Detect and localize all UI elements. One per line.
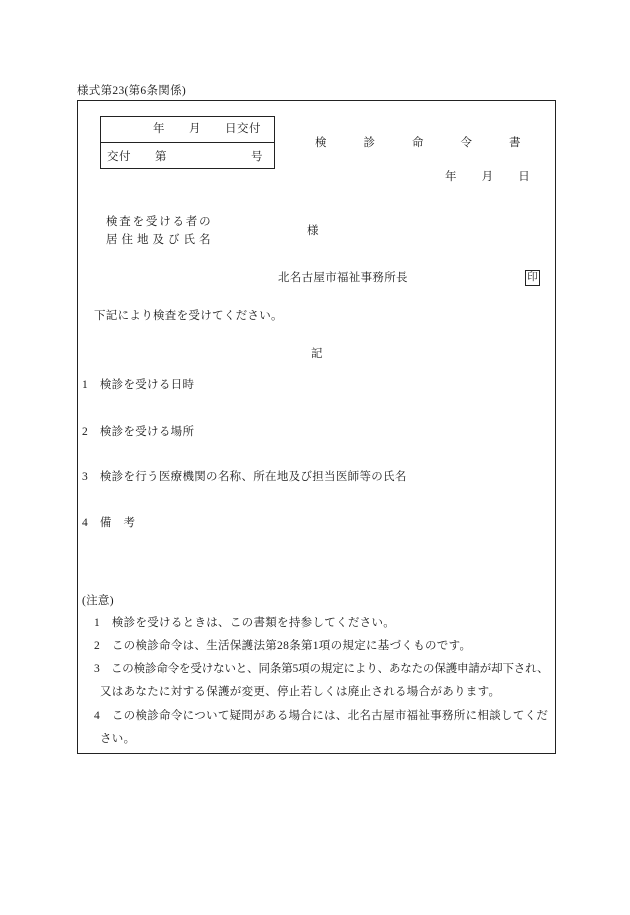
form-number: 様式第23(第6条関係) bbox=[77, 85, 187, 97]
item-datetime: 1 検診を受ける日時 bbox=[82, 379, 195, 391]
recipient-label-line2: 居住地及び氏名 bbox=[106, 234, 215, 246]
recipient-honorific: 様 bbox=[307, 225, 319, 237]
issue-number-line: 交付 第 号 bbox=[107, 151, 263, 163]
ki-heading: 記 bbox=[311, 348, 323, 360]
note-1: 1 検診を受けるときは、この書類を持参してください。 bbox=[94, 617, 396, 629]
recipient-label-line1: 検査を受ける者の bbox=[106, 216, 213, 228]
notes-heading: (注意) bbox=[82, 595, 114, 607]
issuer-name: 北名古屋市福祉事務所長 bbox=[278, 272, 408, 284]
issue-box-divider bbox=[100, 142, 275, 143]
seal-mark: 印 bbox=[525, 270, 540, 286]
document-date: 年 月 日 bbox=[445, 171, 531, 183]
intro-text: 下記により検査を受けてください。 bbox=[94, 310, 283, 322]
item-location: 2 検診を受ける場所 bbox=[82, 426, 195, 438]
note-3-continuation: 又はあなたに対する保護が変更、停止若しくは廃止される場合があります。 bbox=[100, 686, 501, 698]
note-4: 4 この検診命令について疑問がある場合には、北名古屋市福祉事務所に相談してくだ bbox=[94, 710, 549, 722]
item-remarks: 4 備 考 bbox=[82, 517, 136, 529]
note-2: 2 この検診命令は、生活保護法第28条第1項の規定に基づくものです。 bbox=[94, 640, 472, 652]
note-3: 3 この検診命令を受けないと、同条第5項の規定により、あなたの保護申請が却下され、 bbox=[94, 663, 549, 675]
note-4-continuation: さい。 bbox=[100, 733, 136, 745]
document-title: 検診命令書 bbox=[315, 137, 558, 149]
item-medical-institution: 3 検診を行う医療機関の名称、所在地及び担当医師等の氏名 bbox=[82, 471, 407, 483]
issue-date-line: 年 月 日交付 bbox=[153, 123, 261, 135]
